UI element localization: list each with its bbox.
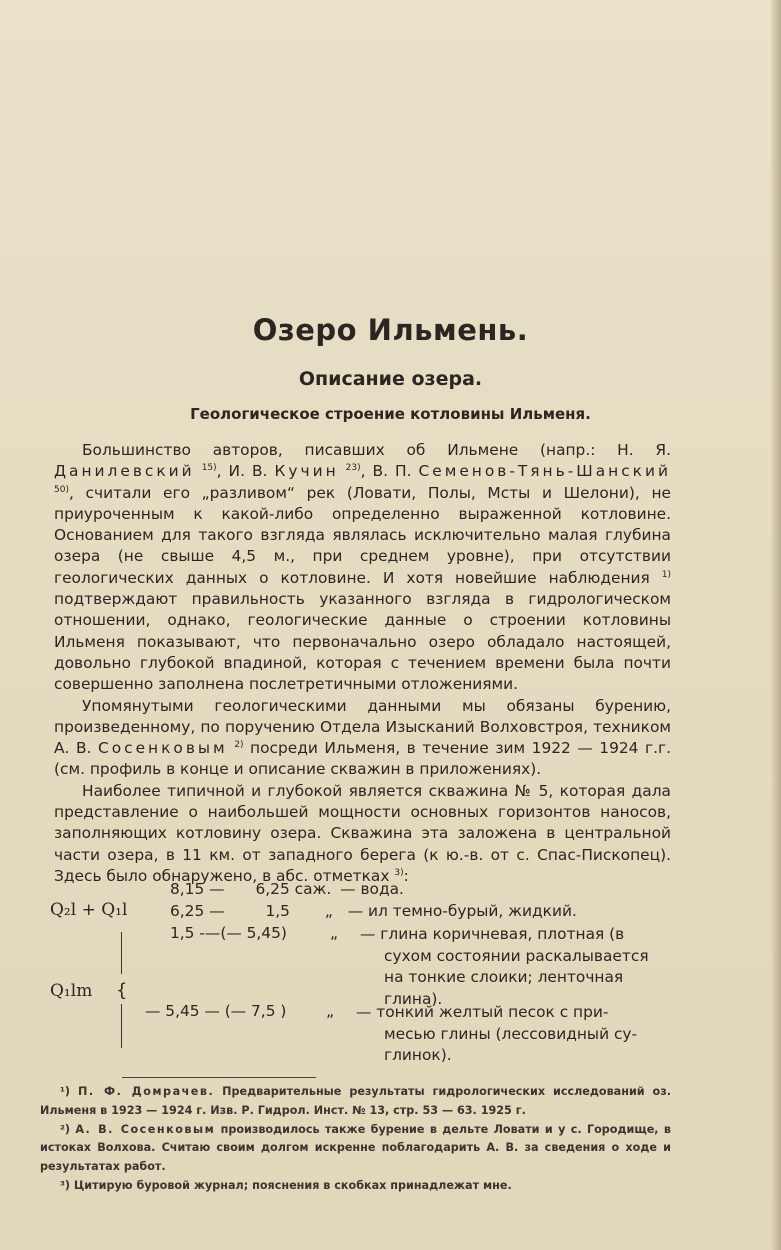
footnotes [40, 1083, 671, 1196]
brace-line [121, 932, 122, 974]
profile-row-clay: — глина коричневая, плотная (в сухом состоянии раскалывается на тонкие слоики; ленточная глина). [360, 925, 649, 1008]
brace-line [121, 1004, 122, 1048]
main-text [54, 440, 671, 887]
profile-unit: „ [326, 1002, 334, 1020]
stratigraphic-symbol: Q₂l + Q₁l [50, 900, 128, 920]
paragraph-2: Упомянутыми геологическими данными мы обязаны бурению, произведенному, по поручению Отдела Изысканий Волховстроя, техником А. В. Сосенковым $^{2)}$ посреди Ильменя, в течение зим 1922 — 1924 г.г. (см. профиль в конце и описание скважин в приложениях). [54, 696, 671, 779]
stratigraphic-symbol: Q₁lm [50, 981, 93, 1001]
profile-range: 1,5 -—(— 5,45) [170, 924, 287, 942]
author-name: Сосенковым [97, 739, 228, 758]
profile-row-silt: 6,25 — 1,5 „ — ил темно-бурый, жидкий. [170, 902, 577, 920]
profile-unit: „ [330, 924, 338, 942]
profile-row-sand: — тонкий желтый песок с при- месью глины (лессовидный су- глинок). [356, 1003, 638, 1064]
profile-range: — 5,45 — (— 7,5 ) [145, 1002, 287, 1020]
footnote: ²) А. В. Сосенковым производилось также бурение в дельте Ловати и у с. Городище, в истоках Волхова. Считаю своим долгом искренне поблагодарить А. В. за сведения о ходе и результатах работ. [40, 1122, 671, 1174]
footnote: ³) Цитирую буровой журнал; пояснения в скобках принадлежат мне. [60, 1178, 512, 1192]
paragraph-1: Большинство авторов, писавших об Ильмене (напр.: Н. Я. Данилевский $^{15)}$, И. В. Кучин $^{23)}$, В. П. Семенов-Тянь-Шанский $^{50)}$, считали его „разливом“ рек (Ловати, Полы, Мсты и Шелони), не приуроченным к какой-либо определенно выраженной котловине. Основанием для такого взгляда являлась исключительно малая глубина озера (не свыше 4,5 м., при среднем уровне), при отсутствии геологических данных о котловине. И хотя новейшие наблюдения $^{1)}$ подтверждают правильность указанного взгляда в гидрологическом отношении, однако, геологические данные о строении котловины Ильменя показывают, что первоначально озеро обладало настоящей, довольно глубокой впадиной, которая с течением времени была почти совершенно заполнена послетретичными отложениями. [54, 441, 671, 694]
footnote: ¹) П. Ф. Домрачев. Предварительные результаты гидрологических исследований оз. Ильменя в 1923 — 1924 г. Изв. Р. Гидрол. Инст. № 13, стр. 53 — 63. 1925 г. [40, 1085, 671, 1117]
chapter-subtitle: Описание озера. [298, 368, 483, 390]
author-name: Данилевский [54, 462, 195, 481]
author-name: Кучин [274, 462, 339, 481]
footnote-ref: 50) [54, 484, 69, 495]
footnote-ref: 1) [661, 569, 671, 580]
chapter-title: Озеро Ильмень. [252, 313, 529, 347]
footnote-ref: 3) [394, 867, 404, 878]
footnote-ref: 15) [201, 463, 217, 474]
footnote-ref: 23) [345, 463, 361, 474]
author-name: Семенов-Тянь-Шанский [418, 462, 671, 481]
profile-row-water: 8,15 — 6,25 саж. — вода. [170, 880, 404, 898]
section-title: Геологическое строение котловины Ильменя. [190, 405, 591, 423]
paragraph-3: Наиболее типичной и глубокой является скважина № 5, которая дала представление о наибольшей мощности основных горизонтов наносов, заполняющих котловину озера. Скважина эта заложена в центральной части озера, в 11 км. от западного берега (к ю.-в. от с. Спас-Пископец). Здесь было обнаружено, в абс. отметках $^{3)}$: [54, 781, 671, 885]
brace-icon: { [116, 980, 128, 1001]
footnote-divider [122, 1077, 316, 1078]
footnote-ref: 2) [234, 740, 244, 751]
borehole-profile [0, 880, 781, 1070]
